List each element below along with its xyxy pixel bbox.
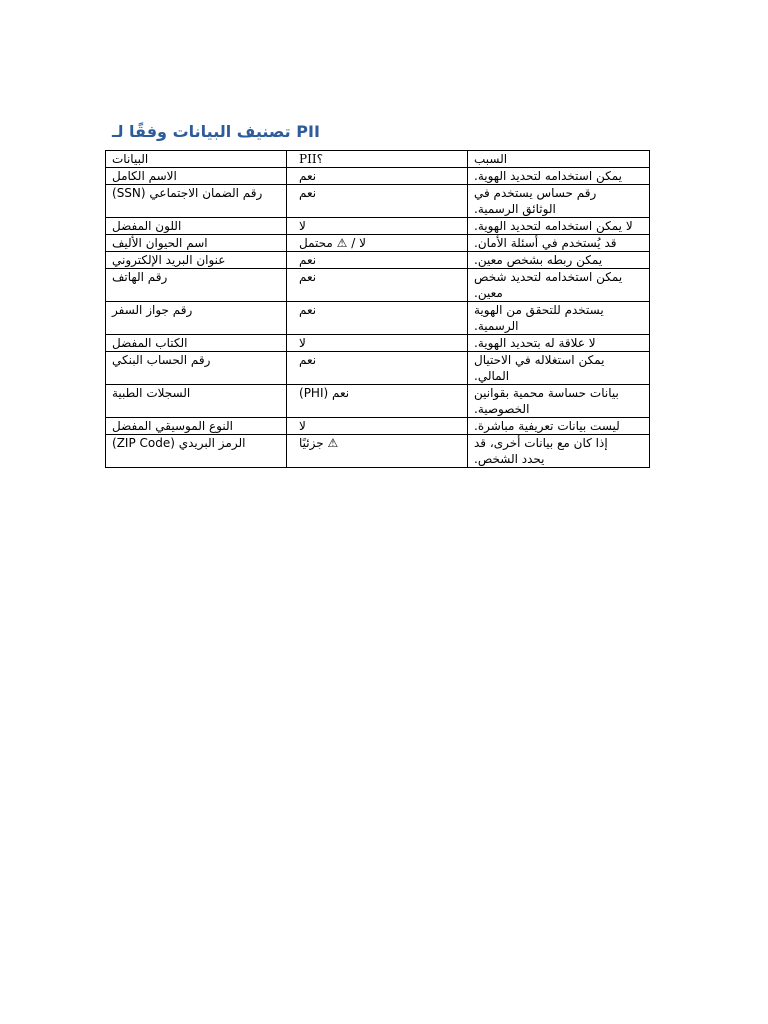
row-reason-cell: يمكن استخدامه لتحديد شخص معين. [468, 269, 650, 302]
row-reason-cell: لا يمكن استخدامه لتحديد الهوية. [468, 218, 650, 235]
row-data-cell: النوع الموسيقي المفضل [106, 418, 287, 435]
table-row [106, 235, 650, 252]
title-latin: PII [296, 122, 320, 141]
title-arabic: تصنيف البيانات وفقًا لـ [112, 122, 291, 141]
row-pii-cell: نعم [287, 352, 468, 385]
row-reason-cell: قد يُستخدم في أسئلة الأمان. [468, 235, 650, 252]
row-data-cell: الكتاب المفضل [106, 335, 287, 352]
table-row [106, 435, 650, 468]
table-row [106, 185, 650, 218]
row-pii-cell: لا [287, 335, 468, 352]
row-reason-cell: يمكن استغلاله في الاحتيال المالي. [468, 352, 650, 385]
row-data-cell: عنوان البريد الإلكتروني [106, 252, 287, 269]
table-row [106, 385, 650, 418]
header-pii: PII؟ [287, 151, 468, 168]
table-row [106, 218, 650, 235]
row-pii-cell: نعم (PHI) [287, 385, 468, 418]
table-row [106, 418, 650, 435]
row-pii-cell: لا / ⚠ محتمل [287, 235, 468, 252]
header-data: البيانات [106, 151, 287, 168]
table-row [106, 269, 650, 302]
row-data-cell: السجلات الطبية [106, 385, 287, 418]
row-data-cell: الاسم الكامل [106, 168, 287, 185]
row-data-cell: رقم الضمان الاجتماعي (SSN) [106, 185, 287, 218]
row-pii-cell: نعم [287, 168, 468, 185]
row-data-cell: رقم جواز السفر [106, 302, 287, 335]
table-row [106, 168, 650, 185]
row-data-cell: اسم الحيوان الأليف [106, 235, 287, 252]
row-pii-cell: نعم [287, 185, 468, 218]
table-row [106, 352, 650, 385]
row-data-cell: رقم الهاتف [106, 269, 287, 302]
row-reason-cell: يستخدم للتحقق من الهوية الرسمية. [468, 302, 650, 335]
row-pii-cell: نعم [287, 252, 468, 269]
row-reason-cell: يمكن ربطه بشخص معين. [468, 252, 650, 269]
row-data-cell: اللون المفضل [106, 218, 287, 235]
row-data-cell: رقم الحساب البنكي [106, 352, 287, 385]
table-row [106, 302, 650, 335]
row-reason-cell: يمكن استخدامه لتحديد الهوية. [468, 168, 650, 185]
header-reason: السبب [468, 151, 650, 168]
row-data-cell: الرمز البريدي (ZIP Code) [106, 435, 287, 468]
row-pii-cell: لا [287, 218, 468, 235]
table-header-row [106, 151, 650, 168]
row-reason-cell: رقم حساس يستخدم في الوثائق الرسمية. [468, 185, 650, 218]
document-title [112, 122, 320, 141]
row-pii-cell: ⚠ جزئيًا [287, 435, 468, 468]
table-row [106, 335, 650, 352]
row-reason-cell: بيانات حساسة محمية بقوانين الخصوصية. [468, 385, 650, 418]
row-pii-cell: نعم [287, 269, 468, 302]
table-row [106, 252, 650, 269]
pii-classification-table [105, 150, 650, 468]
row-pii-cell: لا [287, 418, 468, 435]
row-reason-cell: إذا كان مع بيانات أخرى، قد يحدد الشخص. [468, 435, 650, 468]
row-reason-cell: ليست بيانات تعريفية مباشرة. [468, 418, 650, 435]
row-pii-cell: نعم [287, 302, 468, 335]
row-reason-cell: لا علاقة له بتحديد الهوية. [468, 335, 650, 352]
